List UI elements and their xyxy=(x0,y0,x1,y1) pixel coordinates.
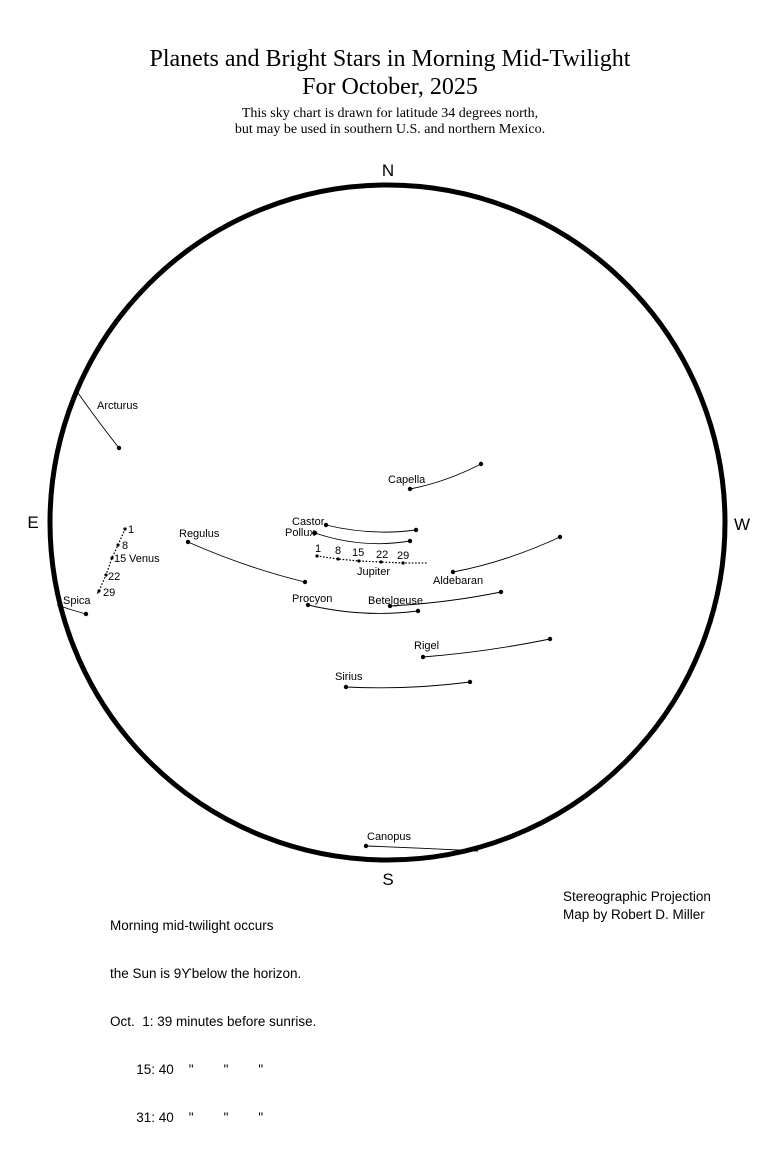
star-dot-procyon xyxy=(416,609,420,613)
star-dot-regulus xyxy=(186,540,190,544)
star-dot-regulus xyxy=(303,580,307,584)
star-dot-castor xyxy=(414,528,418,532)
star-dot-pollux xyxy=(408,539,412,543)
planet-date-dot-venus xyxy=(97,589,100,592)
cardinal-label-s: S xyxy=(382,870,394,889)
star-label-pollux: Pollux xyxy=(285,527,315,539)
star-track-aldebaran xyxy=(453,537,560,572)
chart-header xyxy=(0,45,780,138)
star-dot-rigel xyxy=(421,655,425,659)
planet-track-jupiter xyxy=(317,556,427,563)
star-label-castor: Castor xyxy=(292,516,325,528)
star-track-castor xyxy=(326,525,416,532)
cardinal-label-n: N xyxy=(381,161,395,180)
twilight-notes xyxy=(110,886,316,1158)
planet-date-label-venus: 29 xyxy=(103,587,116,599)
star-label-aldebaran: Aldebaran xyxy=(433,575,484,587)
star-track-pollux xyxy=(315,533,410,544)
star-dot-rigel xyxy=(548,637,552,641)
star-dot-betelgeuse xyxy=(499,590,503,594)
star-dot-aldebaran xyxy=(451,570,455,574)
planet-date-label-venus: 1 xyxy=(128,524,135,536)
star-track-canopus xyxy=(366,846,478,851)
credit-projection: Stereographic Projection xyxy=(563,889,711,904)
twilight-note-line: the Sun is 9ϒbelow the horizon. xyxy=(110,966,302,981)
planet-date-label-jupiter: 22 xyxy=(376,549,389,561)
credits xyxy=(563,888,711,924)
credit-author: Map by Robert D. Miller xyxy=(563,907,705,922)
star-label-capella: Capella xyxy=(388,474,426,486)
twilight-note-line: 31: 40 " " " xyxy=(110,1110,264,1125)
star-label-arcturus: Arcturus xyxy=(97,400,138,412)
planet-date-label-venus: 15 xyxy=(114,553,127,565)
star-label-regulus: Regulus xyxy=(179,528,220,540)
twilight-note-line: Oct. 1: 39 minutes before sunrise. xyxy=(110,1014,317,1029)
star-dot-sirius xyxy=(344,685,348,689)
planet-date-dot-jupiter xyxy=(336,557,339,560)
planet-date-dot-venus xyxy=(123,527,126,530)
star-dot-spica xyxy=(84,612,88,616)
star-dot-arcturus xyxy=(117,446,121,450)
star-dot-castor xyxy=(324,523,328,527)
cardinal-label-w: W xyxy=(733,515,751,534)
star-dot-capella xyxy=(479,462,483,466)
twilight-note-line: 15: 40 " " " xyxy=(110,1062,264,1077)
planet-date-label-jupiter: 15 xyxy=(352,547,365,559)
planet-date-dot-jupiter xyxy=(357,559,360,562)
star-label-sirius: Sirius xyxy=(335,671,363,683)
planet-date-label-venus: 22 xyxy=(108,571,121,583)
star-label-procyon: Procyon xyxy=(292,593,333,605)
planet-name-label-venus: Venus xyxy=(129,553,160,565)
chart-subtitle xyxy=(0,106,780,138)
star-dot-capella xyxy=(408,487,412,491)
cardinal-label-e: E xyxy=(27,513,39,532)
planet-date-label-jupiter: 1 xyxy=(315,543,322,555)
chart-title-line1: Planets and Bright Stars in Morning Mid-Twilight xyxy=(149,46,631,72)
star-label-canopus: Canopus xyxy=(367,831,412,843)
chart-subtitle-line1: This sky chart is drawn for latitude 34 degrees north, xyxy=(241,106,539,121)
star-track-regulus xyxy=(188,542,305,582)
star-label-rigel: Rigel xyxy=(414,640,440,652)
star-label-spica: Spica xyxy=(63,595,91,607)
star-dot-sirius xyxy=(468,680,472,684)
planet-date-label-jupiter: 29 xyxy=(397,550,410,562)
chart-subtitle-line2: but may be used in southern U.S. and northern Mexico. xyxy=(234,122,546,137)
star-dot-aldebaran xyxy=(558,535,562,539)
chart-title xyxy=(0,45,780,101)
planet-date-dot-venus xyxy=(116,543,119,546)
planet-date-label-venus: 8 xyxy=(122,540,129,552)
star-track-sirius xyxy=(346,682,470,688)
horizon-circle xyxy=(50,185,725,860)
planet-name-label-jupiter: Jupiter xyxy=(357,566,391,578)
star-label-betelgeuse: Betelgeuse xyxy=(368,595,424,607)
star-track-rigel xyxy=(423,639,550,657)
twilight-note-line: Morning mid-twilight occurs xyxy=(110,918,274,933)
planet-date-label-jupiter: 8 xyxy=(335,545,342,557)
star-dot-canopus xyxy=(364,844,368,848)
chart-title-line2: For October, 2025 xyxy=(302,74,478,100)
